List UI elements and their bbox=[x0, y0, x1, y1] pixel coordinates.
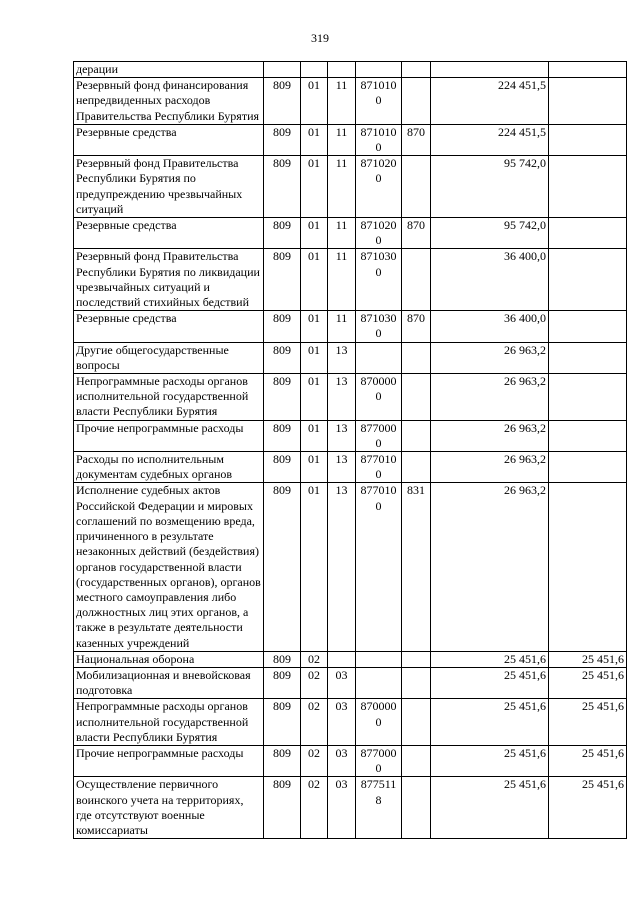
target-article-code: 8700000 bbox=[356, 699, 402, 746]
amount-1: 36 400,0 bbox=[431, 249, 549, 311]
subsection-code: 11 bbox=[328, 124, 356, 155]
subsection-code: 13 bbox=[328, 342, 356, 373]
target-article-code: 8770000 bbox=[356, 420, 402, 451]
expense-type-code bbox=[402, 249, 431, 311]
table-row bbox=[74, 374, 627, 421]
subsection-code bbox=[328, 651, 356, 667]
target-article-code: 8710100 bbox=[356, 124, 402, 155]
amount-2: 25 451,6 bbox=[549, 777, 627, 839]
amount-1: 25 451,6 bbox=[431, 699, 549, 746]
amount-2 bbox=[549, 452, 627, 483]
ved-code bbox=[264, 62, 301, 78]
amount-2 bbox=[549, 218, 627, 249]
row-name: Резервные средства bbox=[74, 218, 264, 249]
row-name: Резервные средства bbox=[74, 124, 264, 155]
expense-type-code bbox=[402, 78, 431, 125]
section-code: 02 bbox=[301, 699, 328, 746]
amount-1: 26 963,2 bbox=[431, 420, 549, 451]
ved-code: 809 bbox=[264, 156, 301, 218]
row-name: Резервный фонд финансирования непредвиденных расходов Правительства Республики Бурятия bbox=[74, 78, 264, 125]
table-row bbox=[74, 777, 627, 839]
ved-code: 809 bbox=[264, 218, 301, 249]
row-name: Исполнение судебных актов Российской Федерации и мировых соглашений по возмещению вреда, причиненного в результате незаконных действий (бездействия) органов государственной власти (государственных органов), органов местного самоуправления либо должностных лиц этих органов, а также в результате деятельности казенных учреждений bbox=[74, 483, 264, 651]
expense-type-code bbox=[402, 777, 431, 839]
amount-1 bbox=[431, 62, 549, 78]
ved-code: 809 bbox=[264, 342, 301, 373]
amount-1: 224 451,5 bbox=[431, 78, 549, 125]
row-name: Расходы по исполнительным документам судебных органов bbox=[74, 452, 264, 483]
target-article-code: 8710300 bbox=[356, 311, 402, 342]
section-code: 01 bbox=[301, 452, 328, 483]
amount-2 bbox=[549, 156, 627, 218]
amount-1: 25 451,6 bbox=[431, 777, 549, 839]
amount-1: 95 742,0 bbox=[431, 156, 549, 218]
row-name: Прочие непрограммные расходы bbox=[74, 745, 264, 776]
target-article-code: 8770100 bbox=[356, 452, 402, 483]
section-code: 01 bbox=[301, 342, 328, 373]
table-body bbox=[74, 62, 627, 839]
expense-type-code bbox=[402, 651, 431, 667]
subsection-code: 03 bbox=[328, 667, 356, 698]
ved-code: 809 bbox=[264, 249, 301, 311]
table-row bbox=[74, 62, 627, 78]
amount-2 bbox=[549, 124, 627, 155]
amount-1: 36 400,0 bbox=[431, 311, 549, 342]
target-article-code: 8770000 bbox=[356, 745, 402, 776]
section-code: 01 bbox=[301, 156, 328, 218]
target-article-code bbox=[356, 651, 402, 667]
table-row bbox=[74, 78, 627, 125]
table-row bbox=[74, 218, 627, 249]
section-code: 02 bbox=[301, 667, 328, 698]
amount-1: 25 451,6 bbox=[431, 667, 549, 698]
ved-code: 809 bbox=[264, 667, 301, 698]
ved-code: 809 bbox=[264, 699, 301, 746]
page-number: 319 bbox=[311, 31, 329, 45]
expense-type-code bbox=[402, 699, 431, 746]
section-code: 02 bbox=[301, 777, 328, 839]
target-article-code: 8710200 bbox=[356, 156, 402, 218]
target-article-code bbox=[356, 667, 402, 698]
ved-code: 809 bbox=[264, 777, 301, 839]
table-row bbox=[74, 124, 627, 155]
amount-2 bbox=[549, 342, 627, 373]
amount-1: 26 963,2 bbox=[431, 452, 549, 483]
row-name: дерации bbox=[74, 62, 264, 78]
table-row bbox=[74, 745, 627, 776]
amount-2 bbox=[549, 420, 627, 451]
subsection-code: 11 bbox=[328, 311, 356, 342]
target-article-code bbox=[356, 342, 402, 373]
expense-type-code bbox=[402, 62, 431, 78]
row-name: Мобилизационная и вневойсковая подготовка bbox=[74, 667, 264, 698]
section-code: 01 bbox=[301, 483, 328, 651]
amount-1: 25 451,6 bbox=[431, 745, 549, 776]
expense-type-code bbox=[402, 374, 431, 421]
subsection-code: 03 bbox=[328, 777, 356, 839]
subsection-code: 11 bbox=[328, 218, 356, 249]
expense-type-code: 831 bbox=[402, 483, 431, 651]
amount-2: 25 451,6 bbox=[549, 699, 627, 746]
subsection-code: 11 bbox=[328, 78, 356, 125]
subsection-code: 13 bbox=[328, 483, 356, 651]
expense-type-code: 870 bbox=[402, 311, 431, 342]
amount-1: 95 742,0 bbox=[431, 218, 549, 249]
subsection-code: 13 bbox=[328, 374, 356, 421]
amount-2 bbox=[549, 374, 627, 421]
budget-table bbox=[73, 61, 627, 839]
section-code: 02 bbox=[301, 745, 328, 776]
ved-code: 809 bbox=[264, 374, 301, 421]
table-row bbox=[74, 420, 627, 451]
table-row bbox=[74, 156, 627, 218]
section-code: 02 bbox=[301, 651, 328, 667]
row-name: Резервный фонд Правительства Республики Бурятия по ликвидации чрезвычайных ситуаций и последствий стихийных бедствий bbox=[74, 249, 264, 311]
amount-2 bbox=[549, 78, 627, 125]
row-name: Резервный фонд Правительства Республики Бурятия по предупреждению чрезвычайных ситуаций bbox=[74, 156, 264, 218]
ved-code: 809 bbox=[264, 124, 301, 155]
section-code: 01 bbox=[301, 218, 328, 249]
row-name: Прочие непрограммные расходы bbox=[74, 420, 264, 451]
amount-2 bbox=[549, 311, 627, 342]
row-name: Национальная оборона bbox=[74, 651, 264, 667]
section-code: 01 bbox=[301, 249, 328, 311]
ved-code: 809 bbox=[264, 745, 301, 776]
expense-type-code bbox=[402, 667, 431, 698]
table-row bbox=[74, 699, 627, 746]
amount-2: 25 451,6 bbox=[549, 651, 627, 667]
ved-code: 809 bbox=[264, 78, 301, 125]
expense-type-code bbox=[402, 156, 431, 218]
subsection-code: 03 bbox=[328, 699, 356, 746]
ved-code: 809 bbox=[264, 651, 301, 667]
table-row bbox=[74, 311, 627, 342]
table-row bbox=[74, 249, 627, 311]
ved-code: 809 bbox=[264, 420, 301, 451]
section-code bbox=[301, 62, 328, 78]
amount-1: 26 963,2 bbox=[431, 374, 549, 421]
section-code: 01 bbox=[301, 78, 328, 125]
target-article-code bbox=[356, 62, 402, 78]
target-article-code: 8775118 bbox=[356, 777, 402, 839]
amount-2 bbox=[549, 483, 627, 651]
amount-1: 26 963,2 bbox=[431, 483, 549, 651]
ved-code: 809 bbox=[264, 483, 301, 651]
expense-type-code bbox=[402, 745, 431, 776]
amount-2 bbox=[549, 249, 627, 311]
table-row bbox=[74, 452, 627, 483]
subsection-code: 11 bbox=[328, 156, 356, 218]
row-name: Резервные средства bbox=[74, 311, 264, 342]
row-name: Осуществление первичного воинского учета на территориях, где отсутствуют военные комиссариаты bbox=[74, 777, 264, 839]
subsection-code bbox=[328, 62, 356, 78]
table-row bbox=[74, 483, 627, 651]
amount-2: 25 451,6 bbox=[549, 745, 627, 776]
target-article-code: 8710300 bbox=[356, 249, 402, 311]
target-article-code: 8710200 bbox=[356, 218, 402, 249]
row-name: Непрограммные расходы органов исполнительной государственной власти Республики Бурятия bbox=[74, 699, 264, 746]
table-row bbox=[74, 667, 627, 698]
table-row bbox=[74, 342, 627, 373]
amount-1: 26 963,2 bbox=[431, 342, 549, 373]
section-code: 01 bbox=[301, 124, 328, 155]
amount-1: 25 451,6 bbox=[431, 651, 549, 667]
section-code: 01 bbox=[301, 311, 328, 342]
expense-type-code: 870 bbox=[402, 124, 431, 155]
section-code: 01 bbox=[301, 374, 328, 421]
ved-code: 809 bbox=[264, 311, 301, 342]
amount-2: 25 451,6 bbox=[549, 667, 627, 698]
row-name: Другие общегосударственные вопросы bbox=[74, 342, 264, 373]
subsection-code: 13 bbox=[328, 420, 356, 451]
ved-code: 809 bbox=[264, 452, 301, 483]
expense-type-code bbox=[402, 452, 431, 483]
target-article-code: 8700000 bbox=[356, 374, 402, 421]
expense-type-code: 870 bbox=[402, 218, 431, 249]
table-row bbox=[74, 651, 627, 667]
amount-1: 224 451,5 bbox=[431, 124, 549, 155]
expense-type-code bbox=[402, 342, 431, 373]
row-name: Непрограммные расходы органов исполнительной государственной власти Республики Бурятия bbox=[74, 374, 264, 421]
target-article-code: 8710100 bbox=[356, 78, 402, 125]
expense-type-code bbox=[402, 420, 431, 451]
subsection-code: 11 bbox=[328, 249, 356, 311]
subsection-code: 03 bbox=[328, 745, 356, 776]
target-article-code: 8770100 bbox=[356, 483, 402, 651]
section-code: 01 bbox=[301, 420, 328, 451]
amount-2 bbox=[549, 62, 627, 78]
subsection-code: 13 bbox=[328, 452, 356, 483]
